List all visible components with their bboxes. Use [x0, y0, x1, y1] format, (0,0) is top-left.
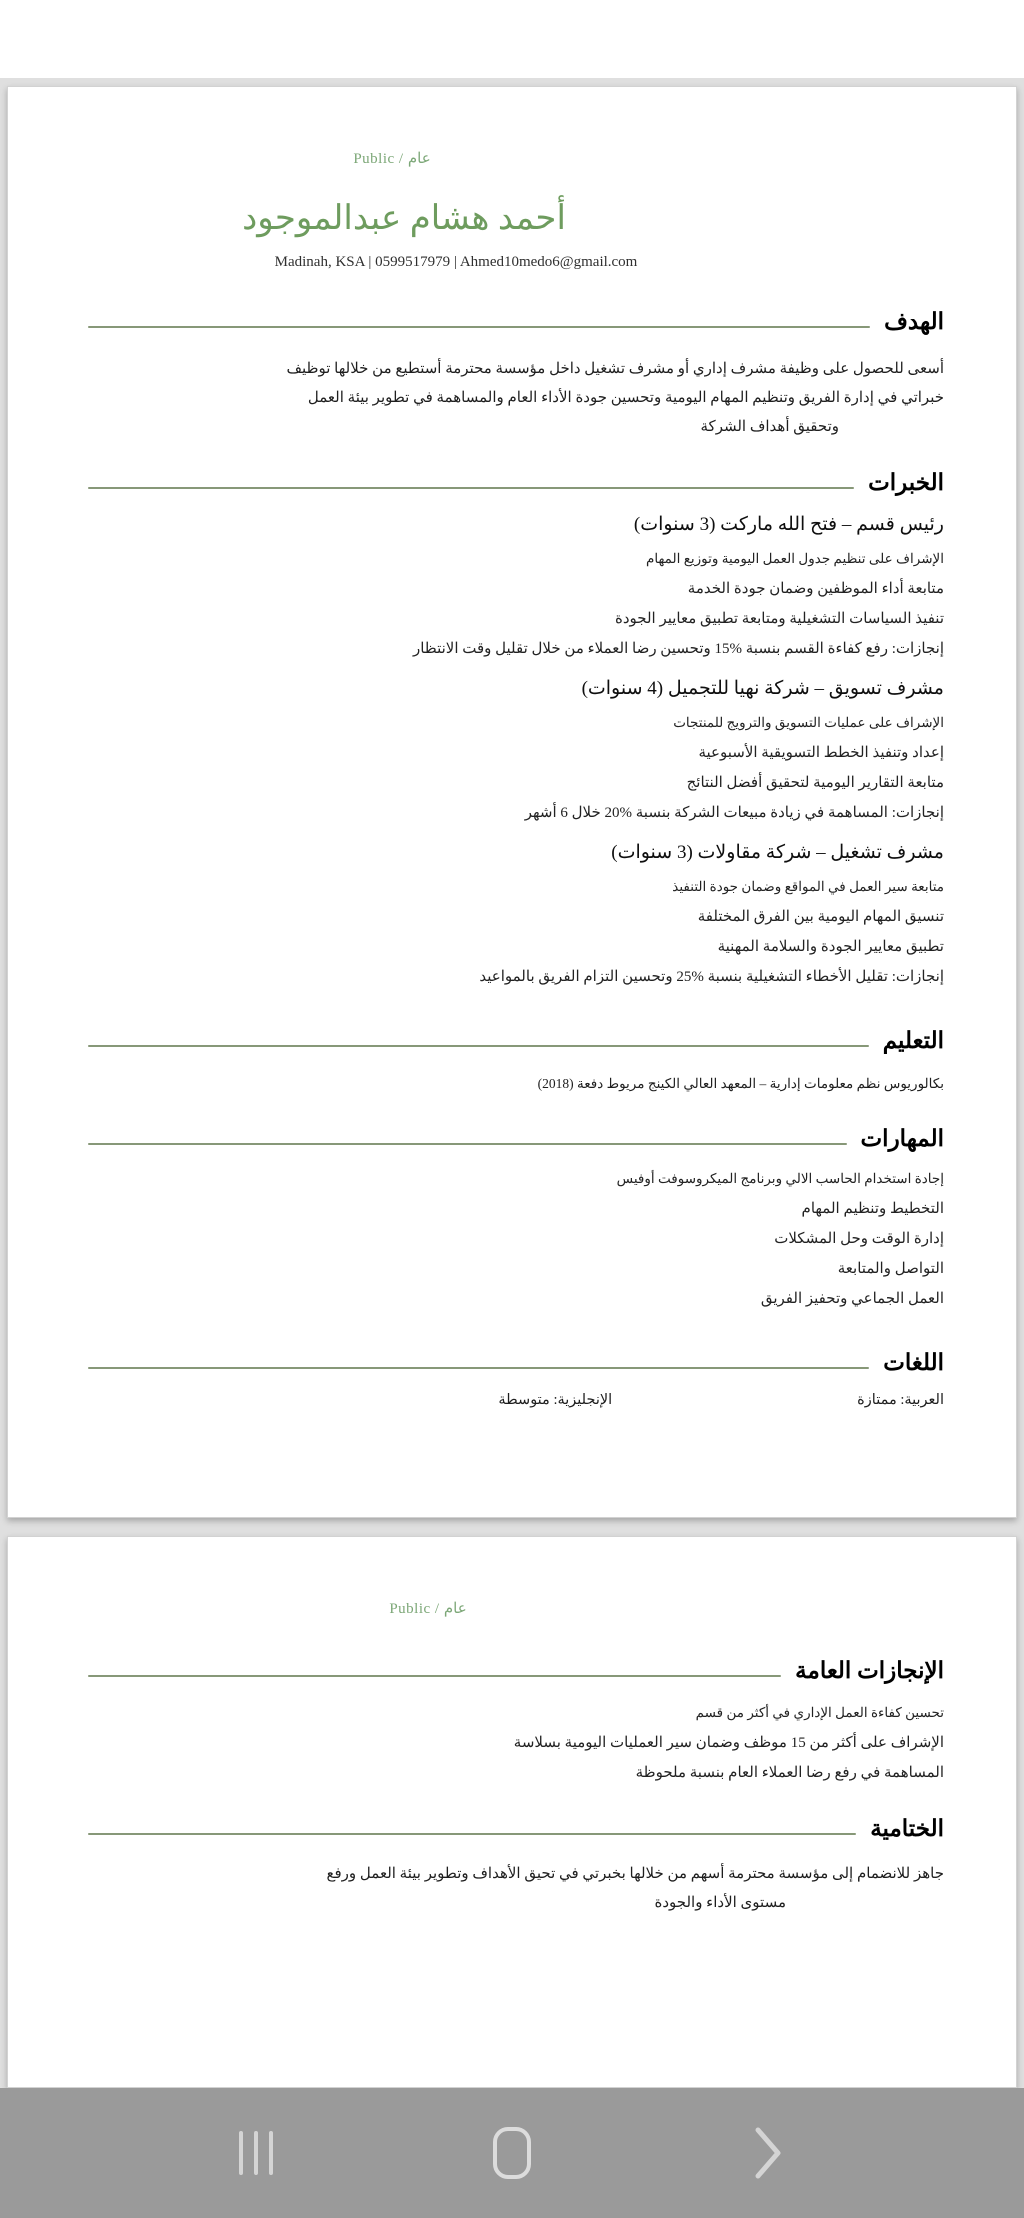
- skill-item: إجادة استخدام الحاسب الالي وبرنامج الميكروسوفت أوفيس: [616, 1171, 944, 1186]
- resume-page-1: [7, 86, 1017, 1518]
- home-button[interactable]: [452, 2108, 572, 2198]
- job-title: مشرف تشغيل – شركة مقاولات (3 سنوات): [611, 842, 944, 863]
- achievement-item: تحسين كفاءة العمل الإداري في أكثر من قسم: [695, 1705, 944, 1720]
- section-achievements-header: [88, 1654, 944, 1688]
- contact-line: Madinah, KSA | 0599517979 | Ahmed10medo6@gmail.com: [274, 254, 638, 270]
- skills-heading: المهارات: [860, 1126, 944, 1151]
- section-closing-header: [88, 1812, 944, 1846]
- skill-item: التخطيط وتنظيم المهام: [801, 1201, 944, 1217]
- experience-heading: الخبرات: [868, 470, 944, 495]
- languages-row: [88, 1392, 944, 1409]
- section-education-header: [88, 1024, 944, 1058]
- document-viewer[interactable]: [0, 78, 1024, 2088]
- education-text: بكالوريوس نظم معلومات إدارية – المعهد العالي الكينج مريوط دفعة (2018): [537, 1076, 944, 1091]
- languages-heading: اللغات: [883, 1350, 944, 1375]
- education-heading: التعليم: [882, 1028, 944, 1053]
- section-objective-header: [88, 305, 944, 339]
- heading-rule: [88, 487, 854, 489]
- back-button[interactable]: [708, 2108, 828, 2198]
- job-bullet: متابعة التقارير اليومية لتحقيق أفضل النتائج: [686, 775, 944, 791]
- job-bullet: تطبيق معايير الجودة والسلامة المهنية: [717, 939, 944, 955]
- job-bullet: تنفيذ السياسات التشغيلية ومتابعة تطبيق معايير الجودة: [614, 611, 944, 627]
- heading-rule: [88, 1045, 869, 1047]
- recents-icon: [239, 2131, 273, 2175]
- resume-page-2: [7, 1536, 1017, 2088]
- job-bullet: الإشراف على تنظيم جدول العمل اليومية وتوزيع المهام: [645, 551, 944, 566]
- skill-item: التواصل والمتابعة: [837, 1261, 944, 1277]
- closing-paragraph: [88, 1860, 944, 1918]
- skill-item: إدارة الوقت وحل المشكلات: [774, 1231, 944, 1247]
- job-bullets: [88, 544, 944, 664]
- skill-item: العمل الجماعي وتحفيز الفريق: [760, 1291, 944, 1307]
- heading-rule: [88, 1367, 869, 1369]
- closing-line: جاهز للانضمام إلى مؤسسة محترمة أسهم من خلالها بخبرتي في تحيق الأهداف وتطوير بيئة العمل ورفع: [326, 1866, 944, 1882]
- heading-rule: [88, 1675, 781, 1677]
- heading-rule: [88, 1833, 856, 1835]
- job-bullet: إنجازات: رفع كفاءة القسم بنسبة %15 وتحسين رضا العملاء من خلال تقليل وقت الانتظار: [412, 641, 944, 657]
- sensitivity-label: Public / عام: [353, 151, 431, 167]
- job-bullet: إعداد وتنفيذ الخطط التسويقية الأسبوعية: [698, 745, 944, 761]
- job-title: رئيس قسم – فتح الله ماركت (3 سنوات): [633, 514, 944, 535]
- section-skills-header: [88, 1122, 944, 1156]
- job-bullet: تنسيق المهام اليومية بين الفرق المختلفة: [697, 909, 944, 925]
- closing-line: مستوى الأداء والجودة: [654, 1895, 786, 1911]
- objective-line: أسعى للحصول على وظيفة مشرف إداري أو مشرف تشغيل داخل مؤسسة محترمة أستطيع من خلالها توظيف: [286, 361, 944, 377]
- back-chevron-icon: [751, 2125, 785, 2181]
- objective-line: وتحقيق أهداف الشركة: [700, 419, 839, 435]
- closing-heading: الختامية: [870, 1816, 944, 1841]
- home-icon: [493, 2127, 531, 2179]
- achievements-list: [88, 1698, 944, 1788]
- objective-line: خبراتي في إدارة الفريق وتنظيم المهام اليومية وتحسين جودة الأداء العام والمساهمة في تطوير بيئة العمل: [307, 390, 944, 406]
- section-experience-header: [88, 466, 944, 500]
- heading-rule: [88, 326, 870, 328]
- achievement-item: المساهمة في رفع رضا العملاء العام بنسبة ملحوظة: [635, 1765, 944, 1781]
- recents-button[interactable]: [196, 2108, 316, 2198]
- language-arabic: العربية: ممتازة: [857, 1392, 944, 1408]
- job-bullet: إنجازات: المساهمة في زيادة مبيعات الشركة بنسبة %20 خلال 6 أشهر: [524, 805, 944, 821]
- job-bullets: [88, 872, 944, 992]
- sensitivity-label: Public / عام: [389, 1601, 467, 1617]
- job-bullet: متابعة سير العمل في المواقع وضمان جودة التنفيذ: [672, 879, 944, 894]
- status-bar-area: [0, 0, 1024, 78]
- job-bullets: [88, 708, 944, 828]
- job-bullet: متابعة أداء الموظفين وضمان جودة الخدمة: [687, 581, 944, 597]
- objective-heading: الهدف: [884, 309, 944, 334]
- job-bullet: إنجازات: تقليل الأخطاء التشغيلية بنسبة %25 وتحسين التزام الفريق بالمواعيد: [479, 969, 944, 985]
- skills-list: [88, 1164, 944, 1314]
- page-gap: [7, 1518, 1017, 1536]
- candidate-name: أحمد هشام عبدالموجود: [242, 200, 566, 237]
- achievement-item: الإشراف على أكثر من 15 موظف وضمان سير العمليات اليومية بسلاسة: [513, 1735, 944, 1751]
- heading-rule: [88, 1143, 847, 1145]
- section-languages-header: [88, 1346, 944, 1380]
- achievements-heading: الإنجازات العامة: [795, 1658, 944, 1683]
- objective-paragraph: [88, 355, 944, 442]
- language-english: الإنجليزية: متوسطة: [498, 1392, 613, 1408]
- android-navigation-bar: [0, 2088, 1024, 2218]
- job-title: مشرف تسويق – شركة نهيا للتجميل (4 سنوات): [581, 678, 944, 699]
- job-bullet: الإشراف على عمليات التسويق والترويج للمنتجات: [673, 715, 944, 730]
